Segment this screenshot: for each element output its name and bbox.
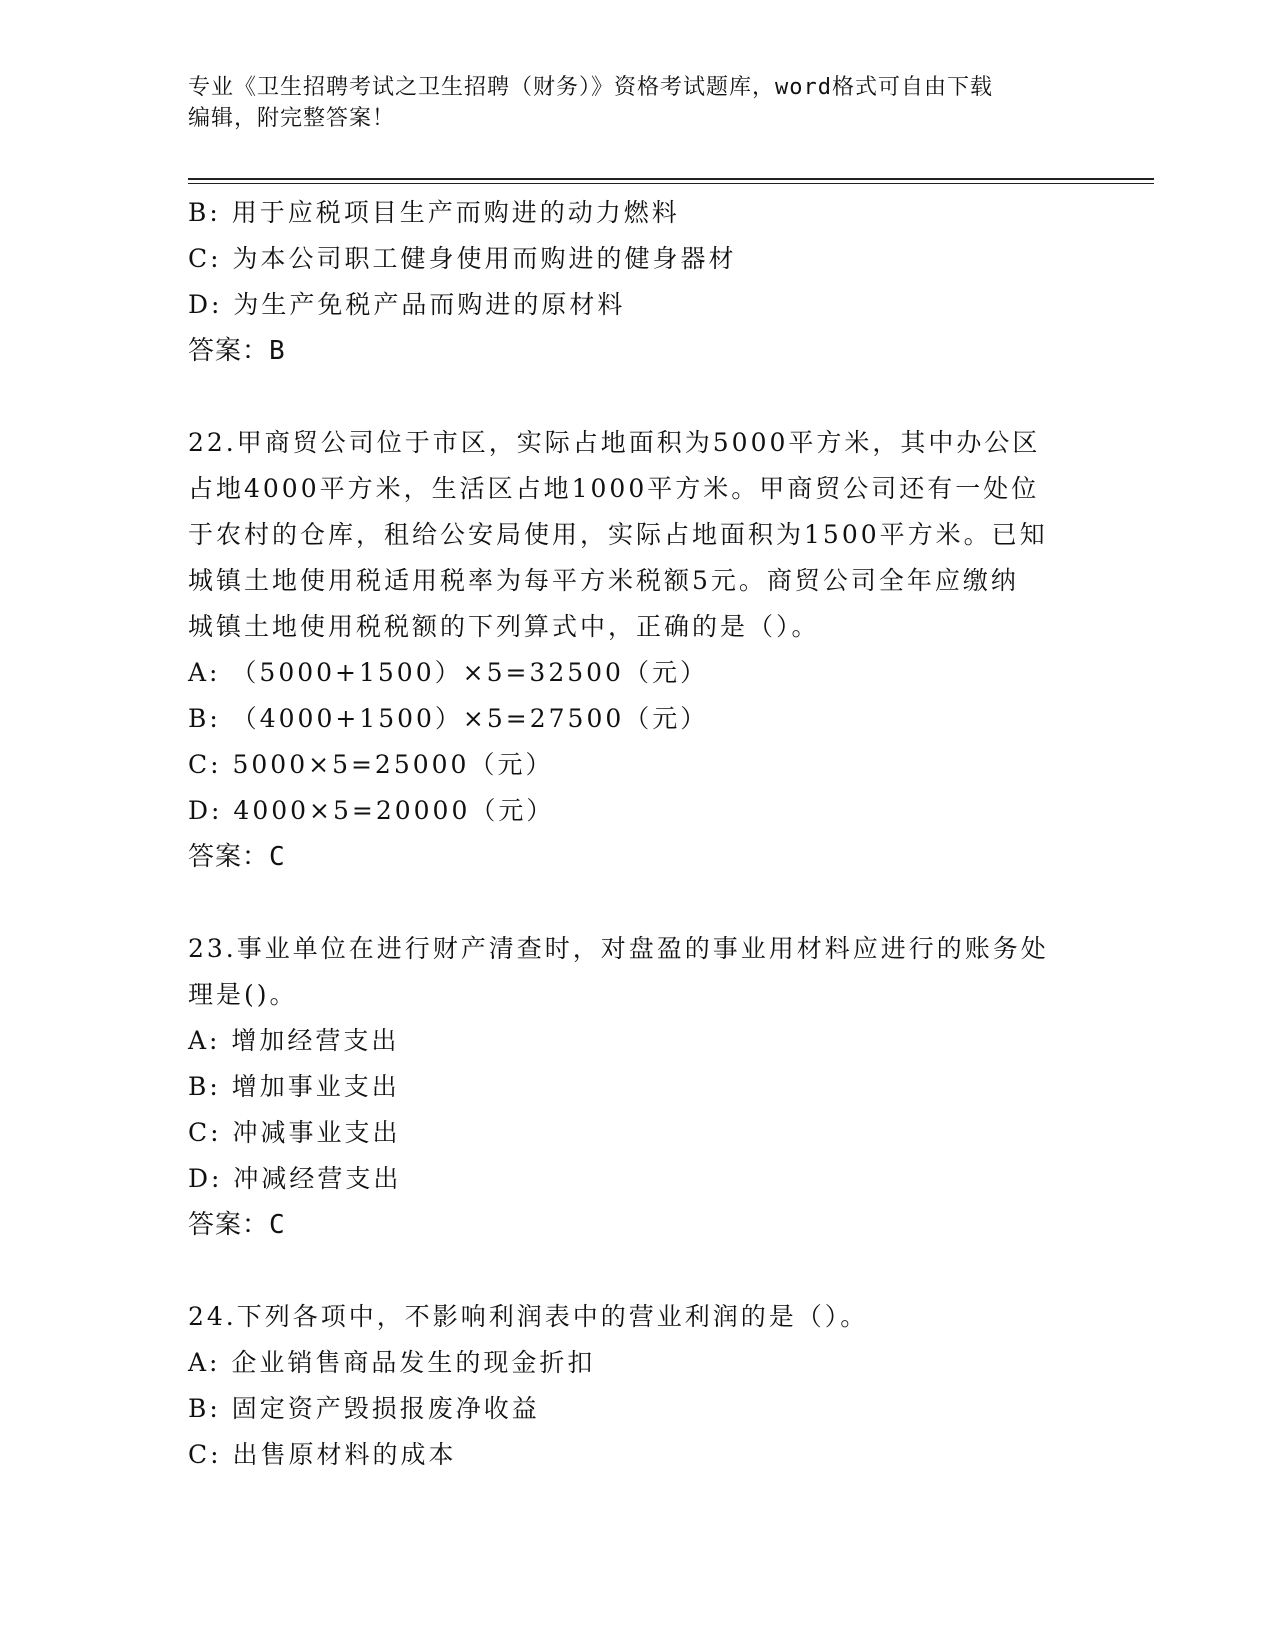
header-rule-thin bbox=[188, 183, 1154, 184]
option-c: C: 5000×5=25000（元） bbox=[188, 750, 554, 779]
option-b: B: 用于应税项目生产而购进的动力燃料 bbox=[188, 198, 680, 227]
answer: 答案：C bbox=[188, 1210, 286, 1240]
header-line-1: 专业《卫生招聘考试之卫生招聘（财务）》资格考试题库，word格式可自由下载 bbox=[188, 75, 993, 100]
question-stem-line: 23.事业单位在进行财产清查时，对盘盈的事业用材料应进行的账务处 bbox=[188, 934, 1049, 963]
question-stem-line: 城镇土地使用税税额的下列算式中，正确的是（）。 bbox=[188, 612, 820, 641]
answer: 答案：C bbox=[188, 842, 286, 872]
question-22 bbox=[188, 420, 1088, 880]
question-stem-line: 于农村的仓库，租给公安局使用，实际占地面积为1500平方米。已知 bbox=[188, 520, 1048, 549]
option-c: C: 为本公司职工健身使用而购进的健身器材 bbox=[188, 244, 737, 273]
option-d: D: 为生产免税产品而购进的原材料 bbox=[188, 290, 626, 319]
option-d: D: 4000×5=20000（元） bbox=[188, 796, 555, 825]
option-b: B: （4000+1500）×5=27500（元） bbox=[188, 704, 709, 733]
answer: 答案：B bbox=[188, 336, 286, 366]
option-a: A: （5000+1500）×5=32500（元） bbox=[188, 658, 708, 687]
question-stem-line: 占地4000平方米，生活区占地1000平方米。甲商贸公司还有一处位 bbox=[188, 474, 1040, 503]
question-stem-line: 城镇土地使用税适用税率为每平方米税额5元。商贸公司全年应缴纳 bbox=[188, 566, 1019, 595]
document-header bbox=[188, 72, 1088, 134]
header-rule-thick bbox=[188, 178, 1154, 180]
option-b: B: 固定资产毁损报废净收益 bbox=[188, 1394, 540, 1423]
option-a: A: 增加经营支出 bbox=[188, 1026, 400, 1055]
option-b: B: 增加事业支出 bbox=[188, 1072, 400, 1101]
option-c: C: 出售原材料的成本 bbox=[188, 1440, 457, 1469]
option-c: C: 冲减事业支出 bbox=[188, 1118, 401, 1147]
header-line-2: 编辑，附完整答案！ bbox=[188, 106, 396, 131]
question-24 bbox=[188, 1294, 1088, 1478]
question-stem-line: 22.甲商贸公司位于市区，实际占地面积为5000平方米，其中办公区 bbox=[188, 428, 1041, 457]
question-23 bbox=[188, 926, 1088, 1248]
option-a: A: 企业销售商品发生的现金折扣 bbox=[188, 1348, 596, 1377]
question-content bbox=[188, 190, 1088, 1478]
question-21-continued bbox=[188, 190, 1088, 374]
question-stem: 24.下列各项中，不影响利润表中的营业利润的是（）。 bbox=[188, 1302, 869, 1331]
question-stem-line: 理是()。 bbox=[188, 980, 298, 1009]
option-d: D: 冲减经营支出 bbox=[188, 1164, 402, 1193]
